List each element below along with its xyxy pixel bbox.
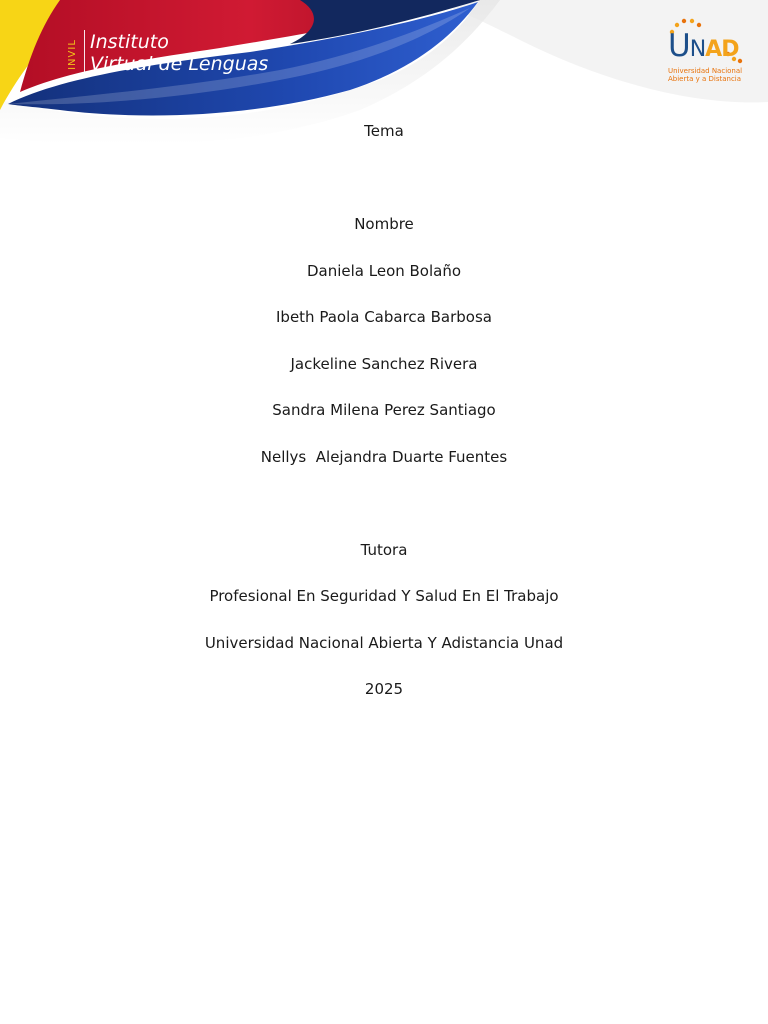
unad-wordmark: [668, 30, 738, 66]
author-name-5: Nellys Alejandra Duarte Fuentes: [260, 448, 508, 466]
institute-title-line1: Instituto: [90, 31, 169, 53]
invil-mark: [62, 30, 82, 78]
author-name-1: Daniela Leon Bolaño: [306, 262, 462, 280]
header-divider: [84, 30, 85, 78]
unad-wordmark-part: N: [689, 37, 706, 62]
unad-subtitle-line2: Abierta y a Distancia: [668, 75, 742, 83]
institute-title-line2: Virtual de Lenguas: [90, 53, 269, 75]
unad-logo: [664, 18, 748, 86]
tutor-label: Tutora: [360, 541, 408, 559]
invil-text: INVIL: [66, 38, 78, 70]
program-name: Profesional En Seguridad Y Salud En El Trabajo: [209, 587, 559, 605]
university-name: Universidad Nacional Abierta Y Adistancia Unad: [204, 634, 564, 652]
unad-wordmark-part: U: [668, 28, 690, 64]
unad-wordmark-part: AD: [705, 37, 739, 62]
document-year: 2025: [364, 680, 404, 698]
author-name-3: Jackeline Sanchez Rivera: [290, 355, 478, 373]
author-name-2: Ibeth Paola Cabarca Barbosa: [276, 308, 492, 326]
author-name-4: Sandra Milena Perez Santiago: [272, 401, 496, 419]
unad-subtitle-line1: Universidad Nacional: [668, 67, 743, 75]
names-label: Nombre: [354, 215, 414, 233]
topic-label: Tema: [364, 122, 404, 140]
